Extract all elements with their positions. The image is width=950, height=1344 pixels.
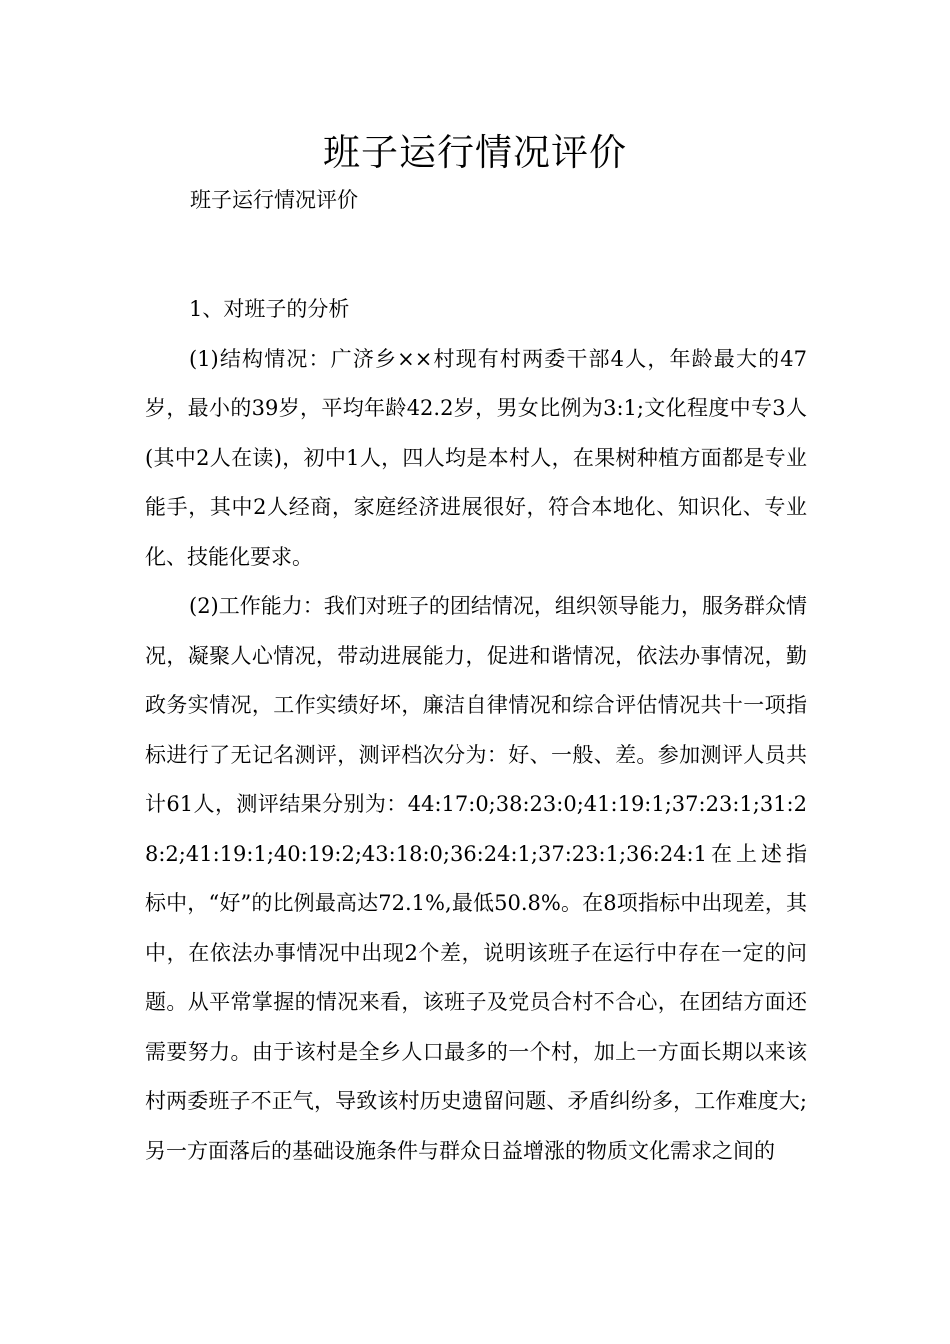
paragraph-work-ability: (2)工作能力：我们对班子的团结情况，组织领导能力，服务群众情况，凝聚人心情况，带动进展能力，促进和谐情况，依法办事情况，勤政务实情况，工作实绩好坏，廉洁自律情况和综合评估情况共十一项指标进行了无记名测评，测评档次分为：好、一般、差。参加测评人员共计61人，测评结果分别为：44:17:0;38:23:0;41:19:1;37:23:1;31:28:2;41:19:1;40:19:2;43:18:0;36:24:1;37:23:1;36:24:1在上述指标中，“好”的比例最高达72.1%,最低50.8%。在8项指标中出现差，其中，在依法办事情况中出现2个差，说明该班子在运行中存在一定的问题。从平常掌握的情况来看，该班子及党员合村不合心，在团结方面还需要努力。由于该村是全乡人口最多的一个村，加上一方面长期以来该村两委班子不正气，导致该村历史遗留问题、矛盾纠纷多，工作难度大;另一方面落后的基础设施条件与群众日益增涨的物质文化需求之间的 <box>145 594 807 1163</box>
section-heading: 1、对班子的分析 <box>189 297 350 321</box>
document-title: 班子运行情况评价 <box>323 131 627 174</box>
paragraph-structure: (1)结构情况：广济乡××村现有村两委干部4人，年龄最大的47岁，最小的39岁，平均年龄42.2岁，男女比例为3:1;文化程度中专3人(其中2人在读)，初中1人，四人均是本村人，在果树种植方面都是专业能手，其中2人经商，家庭经济进展很好，符合本地化、知识化、专业化、技能化要求。 <box>145 346 807 569</box>
document-subtitle: 班子运行情况评价 <box>190 188 358 212</box>
document-body <box>145 285 807 1176</box>
